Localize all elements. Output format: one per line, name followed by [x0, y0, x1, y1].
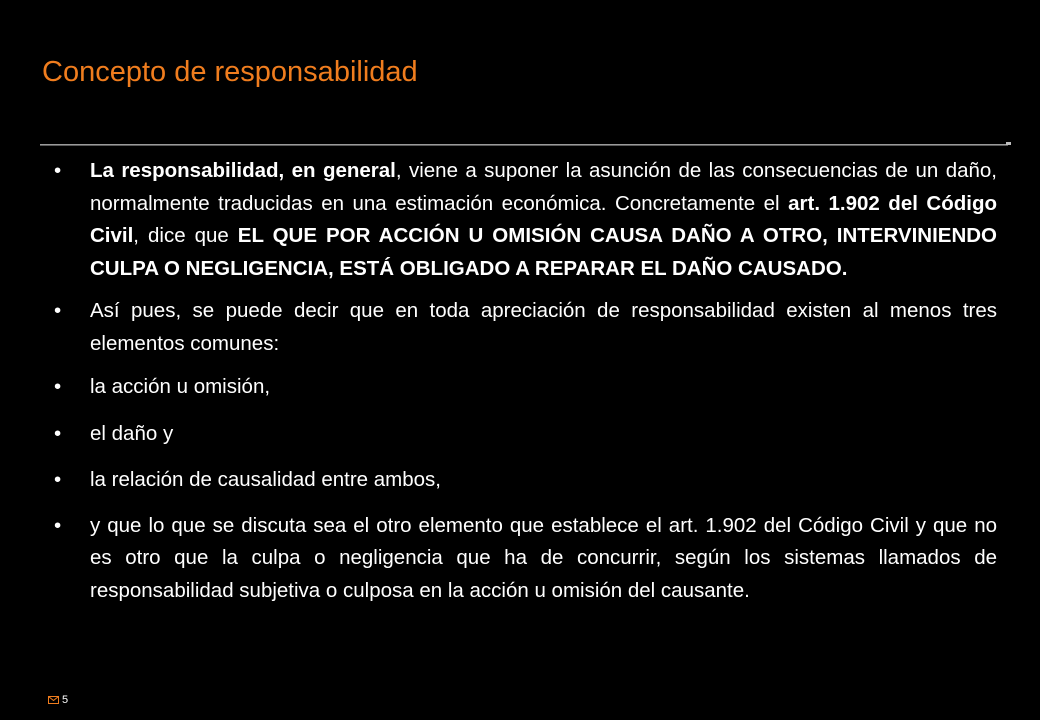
bullet-marker: •	[54, 375, 62, 398]
bullet-marker: •	[54, 299, 62, 322]
bullet-text: y que lo que se discuta sea el otro elemento que establece el art. 1.902 del Código Civil y que no es otro que la culpa o negligencia que ha de concurrir, según los sistemas llamados de responsabilidad subjetiva o culposa en la acción u omisión del causante.	[90, 513, 997, 602]
title-divider	[40, 144, 1008, 145]
bullet-item-elements-intro	[54, 295, 997, 360]
bullet-text: el daño y	[90, 421, 174, 445]
bullet-marker: •	[54, 513, 62, 537]
slide-footer	[48, 694, 68, 706]
bullet-marker: •	[54, 468, 62, 491]
bullet-text: la acción u omisión,	[90, 375, 271, 398]
slide-title: Concepto de responsabilidad	[42, 56, 418, 88]
bullet-text: , dice que	[133, 224, 238, 247]
bullet-text: la relación de causalidad entre ambos,	[90, 468, 441, 491]
bullet-text: Así pues, se puede decir que en toda apreciación de responsabilidad existen al menos tres elementos comunes:	[90, 299, 997, 355]
page-number: 5	[62, 694, 69, 706]
bullet-marker: •	[54, 421, 62, 445]
law-quote: EL QUE POR ACCIÓN U OMISIÓN CAUSA DAÑO A OTRO, INTERVINIENDO CULPA O NEGLIGENCIA, ESTÁ OBLIGADO A REPARAR EL DAÑO CAUSADO.	[90, 224, 998, 280]
bullet-item-fault	[54, 510, 997, 608]
bullet-item-action	[54, 371, 997, 404]
bullet-item-definition	[54, 155, 997, 285]
bullet-list	[54, 155, 997, 607]
divider-end-mark	[1006, 142, 1011, 145]
law-reference: art. 1.902 del Código Civil	[90, 191, 997, 247]
bullet-item-causality	[54, 464, 997, 497]
bullet-text: , viene a suponer la asunción de las consecuencias de un daño, normalmente traducidas en una estimación económica. Concretamente el	[90, 159, 997, 215]
bullet-marker: •	[54, 159, 62, 182]
bold-term: La responsabilidad, en general	[90, 159, 396, 182]
bullet-item-damage	[54, 418, 997, 451]
envelope-icon	[48, 696, 59, 704]
